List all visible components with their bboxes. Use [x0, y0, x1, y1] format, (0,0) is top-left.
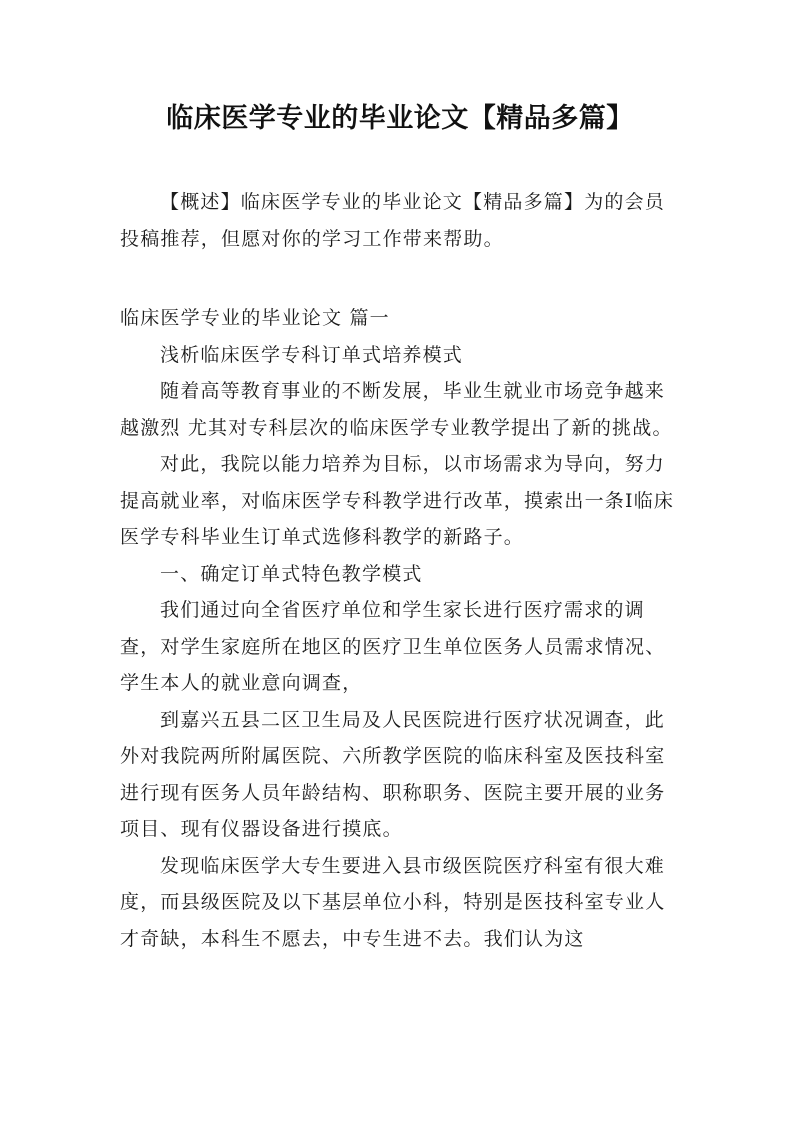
article-subtitle: 浅析临床医学专科订单式培养模式	[160, 343, 464, 366]
body-paragraph: 随着高等教育事业的不断发展，毕业生就业市场竞争越来越激烈 尤其对专科层次的临床医学专业教学提出了新的挑战。	[120, 380, 673, 439]
body-paragraph: 发现临床医学大专生要进入县市级医院医疗科室有很大难度，而县级医院及以下基层单位小科，特别是医技科室专业人才奇缺，本科生不愿去，中专生进不去。我们认为这	[120, 854, 666, 950]
body-paragraph: 我们通过向全省医疗单位和学生家长进行医疗需求的调查，对学生家庭所在地区的医疗卫生单位医务人员需求情况、学生本人的就业意向调查，	[120, 599, 666, 694]
subsection-heading: 一、确定订单式特色教学模式	[160, 562, 423, 585]
summary-text: 【概述】临床医学专业的毕业论文【精品多篇】为的会员投稿推荐，但愿对你的学习工作带来帮助。	[120, 191, 666, 250]
section-heading: 临床医学专业的毕业论文 篇一	[120, 307, 390, 329]
body-paragraph: 到嘉兴五县二区卫生局及人民医院进行医疗状况调查，此外对我院两所附属医院、六所教学医院的临床科室及医技科室进行现有医务人员年龄结构、职称职务、医院主要开展的业务项目、现有仪器设备进行摸底。	[120, 708, 666, 840]
summary-paragraph	[120, 184, 680, 257]
body-paragraph: 对此，我院以能力培养为目标，以市场需求为导向，努力提高就业率，对临床医学专科教学进行改革，摸索出一条I临床医学专科毕业生订单式选修科教学的新路子。	[120, 453, 675, 548]
article-body	[120, 300, 680, 957]
document-title: 临床医学专业的毕业论文【精品多篇】	[166, 103, 634, 134]
